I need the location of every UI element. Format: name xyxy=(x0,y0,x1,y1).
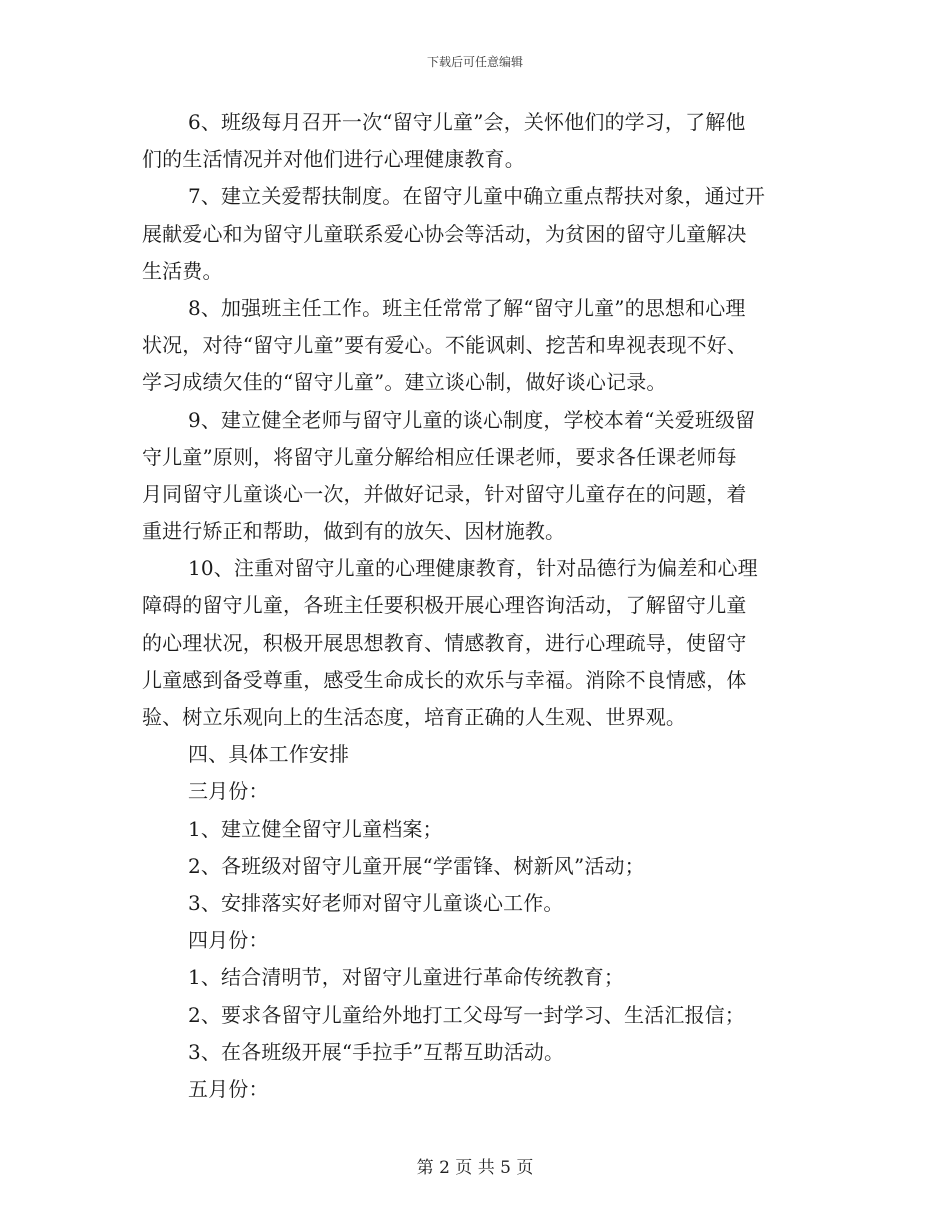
paragraph-line: 10、注重对留守儿童的心理健康教育，针对品德行为偏差和心理 xyxy=(188,556,758,581)
paragraph-line: 7、建立关爱帮扶制度。在留守儿童中确立重点帮扶对象，通过开 xyxy=(188,184,766,209)
paragraph-line: 验、树立乐观向上的生活态度，培育正确的人生观、世界观。 xyxy=(142,705,687,729)
month-heading: 五月份： xyxy=(188,1076,269,1101)
section-heading: 四、具体工作安排 xyxy=(188,742,350,767)
page-footer: 第 2 页 共 5 页 xyxy=(416,1158,534,1178)
paragraph-line: 6、班级每月召开一次“留守儿童”会，关怀他们的学习，了解他 xyxy=(188,110,746,134)
month-heading: 三月份： xyxy=(188,779,269,804)
paragraph-line: 的心理状况，积极开展思想教育、情感教育，进行心理疏导，使留守 xyxy=(142,630,747,655)
paragraph-line: 状况，对待“留守儿童”要有爱心。不能讽刺、挖苦和卑视表现不好、 xyxy=(142,333,748,358)
paragraph-line: 们的生活情况并对他们进行心理健康教育。 xyxy=(142,147,525,172)
month-heading: 四月份： xyxy=(188,928,269,953)
paragraph-line: 生活费。 xyxy=(142,258,223,283)
paragraph-line: 8、加强班主任工作。班主任常常了解“留守儿童”的思想和心理 xyxy=(188,295,746,320)
paragraph-line: 学习成绩欠佳的“留守儿童”。建立谈心制，做好谈心记录。 xyxy=(142,370,667,395)
list-item: 3、安排落实好老师对留守儿童谈心工作。 xyxy=(188,890,564,915)
document-body xyxy=(142,104,810,1108)
paragraph-line: 障碍的留守儿童，各班主任要积极开展心理咨询活动，了解留守儿童 xyxy=(142,593,747,618)
list-item: 1、结合清明节，对留守儿童进行革命传统教育； xyxy=(188,965,625,990)
paragraph-line: 重进行矫正和帮助，做到有的放矢、因材施教。 xyxy=(142,519,566,544)
list-item: 1、建立健全留守儿童档案； xyxy=(188,816,443,841)
list-item: 2、要求各留守儿童给外地打工父母写一封学习、生活汇报信； xyxy=(188,1002,745,1027)
list-item: 2、各班级对留守儿童开展“学雷锋、树新风”活动； xyxy=(188,853,645,878)
paragraph-line: 月同留守儿童谈心一次，并做好记录，针对留守儿童存在的问题，着 xyxy=(142,481,747,506)
paragraph-line: 展献爱心和为留守儿童联系爱心协会等活动，为贫困的留守儿童解决 xyxy=(142,221,747,246)
paragraph-line: 儿童感到备受尊重，感受生命成长的欢乐与幸福。消除不良情感，体 xyxy=(142,667,747,692)
page-header: 下载后可任意编辑 xyxy=(426,55,523,69)
paragraph-line: 守儿童”原则，将留守儿童分解给相应任课老师，要求各任课老师每 xyxy=(142,444,737,469)
list-item: 3、在各班级开展“手拉手”互帮互助活动。 xyxy=(188,1039,565,1064)
paragraph-line: 9、建立健全老师与留守儿童的谈心制度，学校本着“关爱班级留 xyxy=(188,407,756,432)
